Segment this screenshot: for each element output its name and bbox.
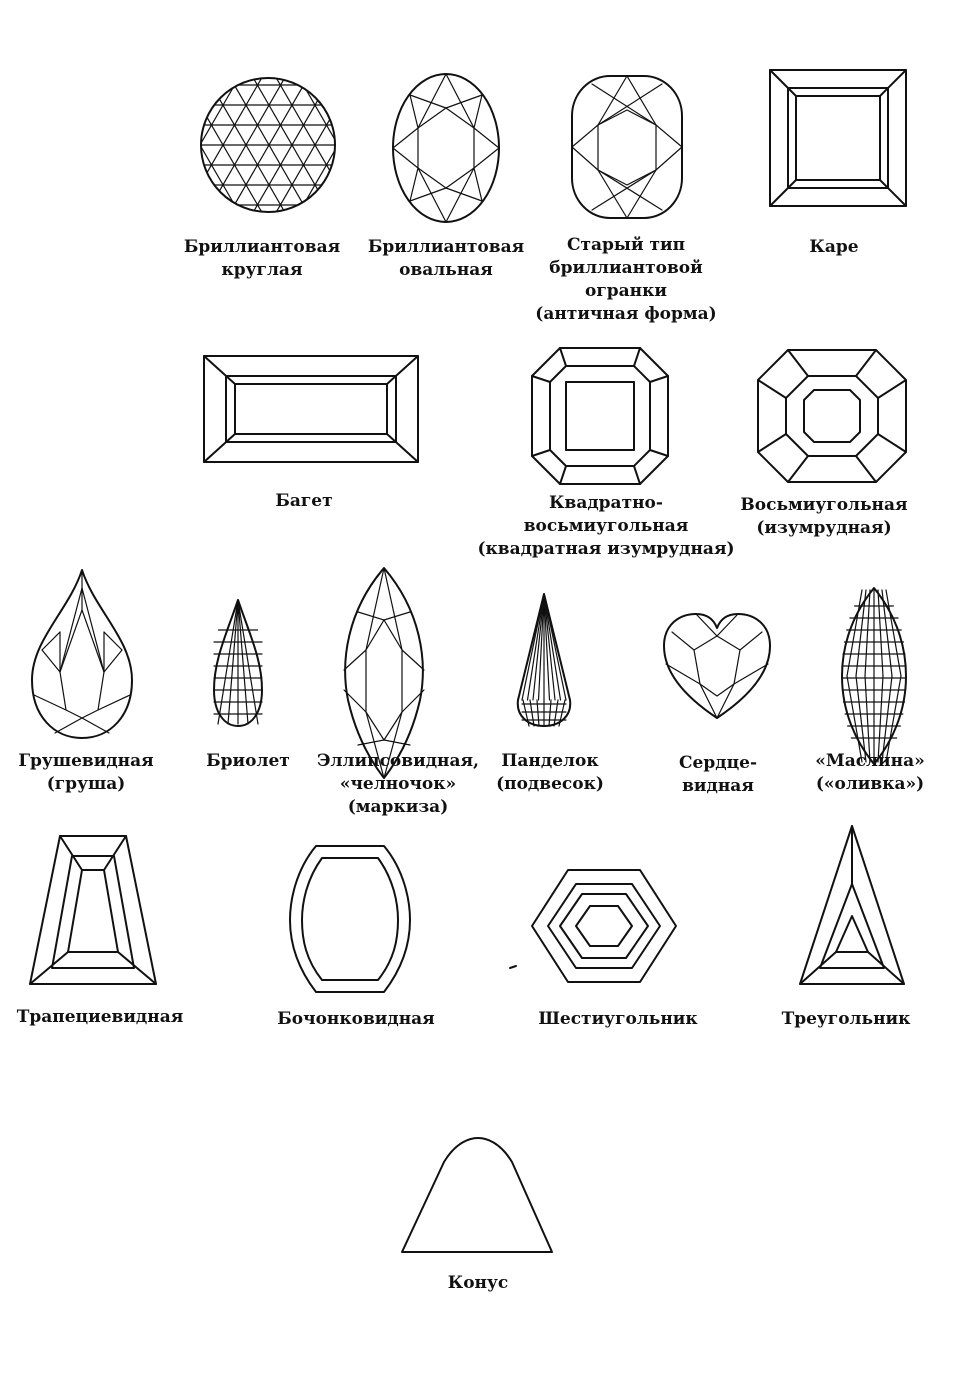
label-pear: Грушевидная (груша)	[18, 751, 154, 794]
round-brilliant-drawing	[201, 78, 335, 212]
trapezoid-drawing	[30, 836, 156, 984]
pear-drawing	[32, 570, 132, 738]
label-cone: Конус	[447, 1273, 509, 1293]
square-octagonal-drawing	[532, 348, 668, 484]
stray-mark	[510, 966, 516, 968]
pendeloque-drawing	[518, 594, 570, 726]
octagonal-drawing	[758, 350, 906, 482]
old-mine-drawing	[572, 76, 682, 218]
label-heart: Сердце- видная	[679, 753, 757, 796]
marquise-drawing	[344, 568, 424, 778]
barrel-drawing	[290, 846, 410, 992]
label-square-octagonal: Квадратно- восьмиугольная (квадратная изумрудная)	[477, 493, 735, 559]
label-briolette: Бриолет	[206, 751, 290, 771]
label-carre: Каре	[809, 237, 859, 257]
cone-drawing	[402, 1138, 552, 1252]
triangle-drawing	[800, 826, 904, 984]
carre-drawing	[770, 70, 906, 206]
label-oval-brilliant: Бриллиантовая овальная	[367, 237, 525, 280]
label-baguette: Багет	[275, 491, 333, 511]
label-octagonal: Восьмиугольная (изумрудная)	[740, 495, 908, 538]
briolette-drawing	[214, 600, 262, 726]
baguette-drawing	[204, 356, 418, 462]
label-round-brilliant: Бриллиантовая круглая	[183, 237, 341, 280]
heart-drawing	[664, 614, 770, 718]
label-triangle: Треугольник	[781, 1009, 911, 1029]
label-trapezoid: Трапециевидная	[16, 1007, 184, 1027]
label-olive: «Маслина» («оливка»)	[815, 751, 925, 794]
label-old-mine: Старый тип бриллиантовой огранки (античная форма)	[535, 235, 717, 324]
label-hexagon: Шестиугольник	[538, 1009, 698, 1029]
label-pendeloque: Панделок (подвесок)	[496, 751, 604, 794]
label-barrel: Бочонковидная	[277, 1009, 435, 1029]
oval-brilliant-drawing	[393, 74, 499, 222]
label-marquise: Эллипсовидная, «челночок» (маркиза)	[317, 751, 479, 817]
olive-drawing	[842, 588, 906, 764]
hexagon-drawing	[532, 870, 676, 982]
